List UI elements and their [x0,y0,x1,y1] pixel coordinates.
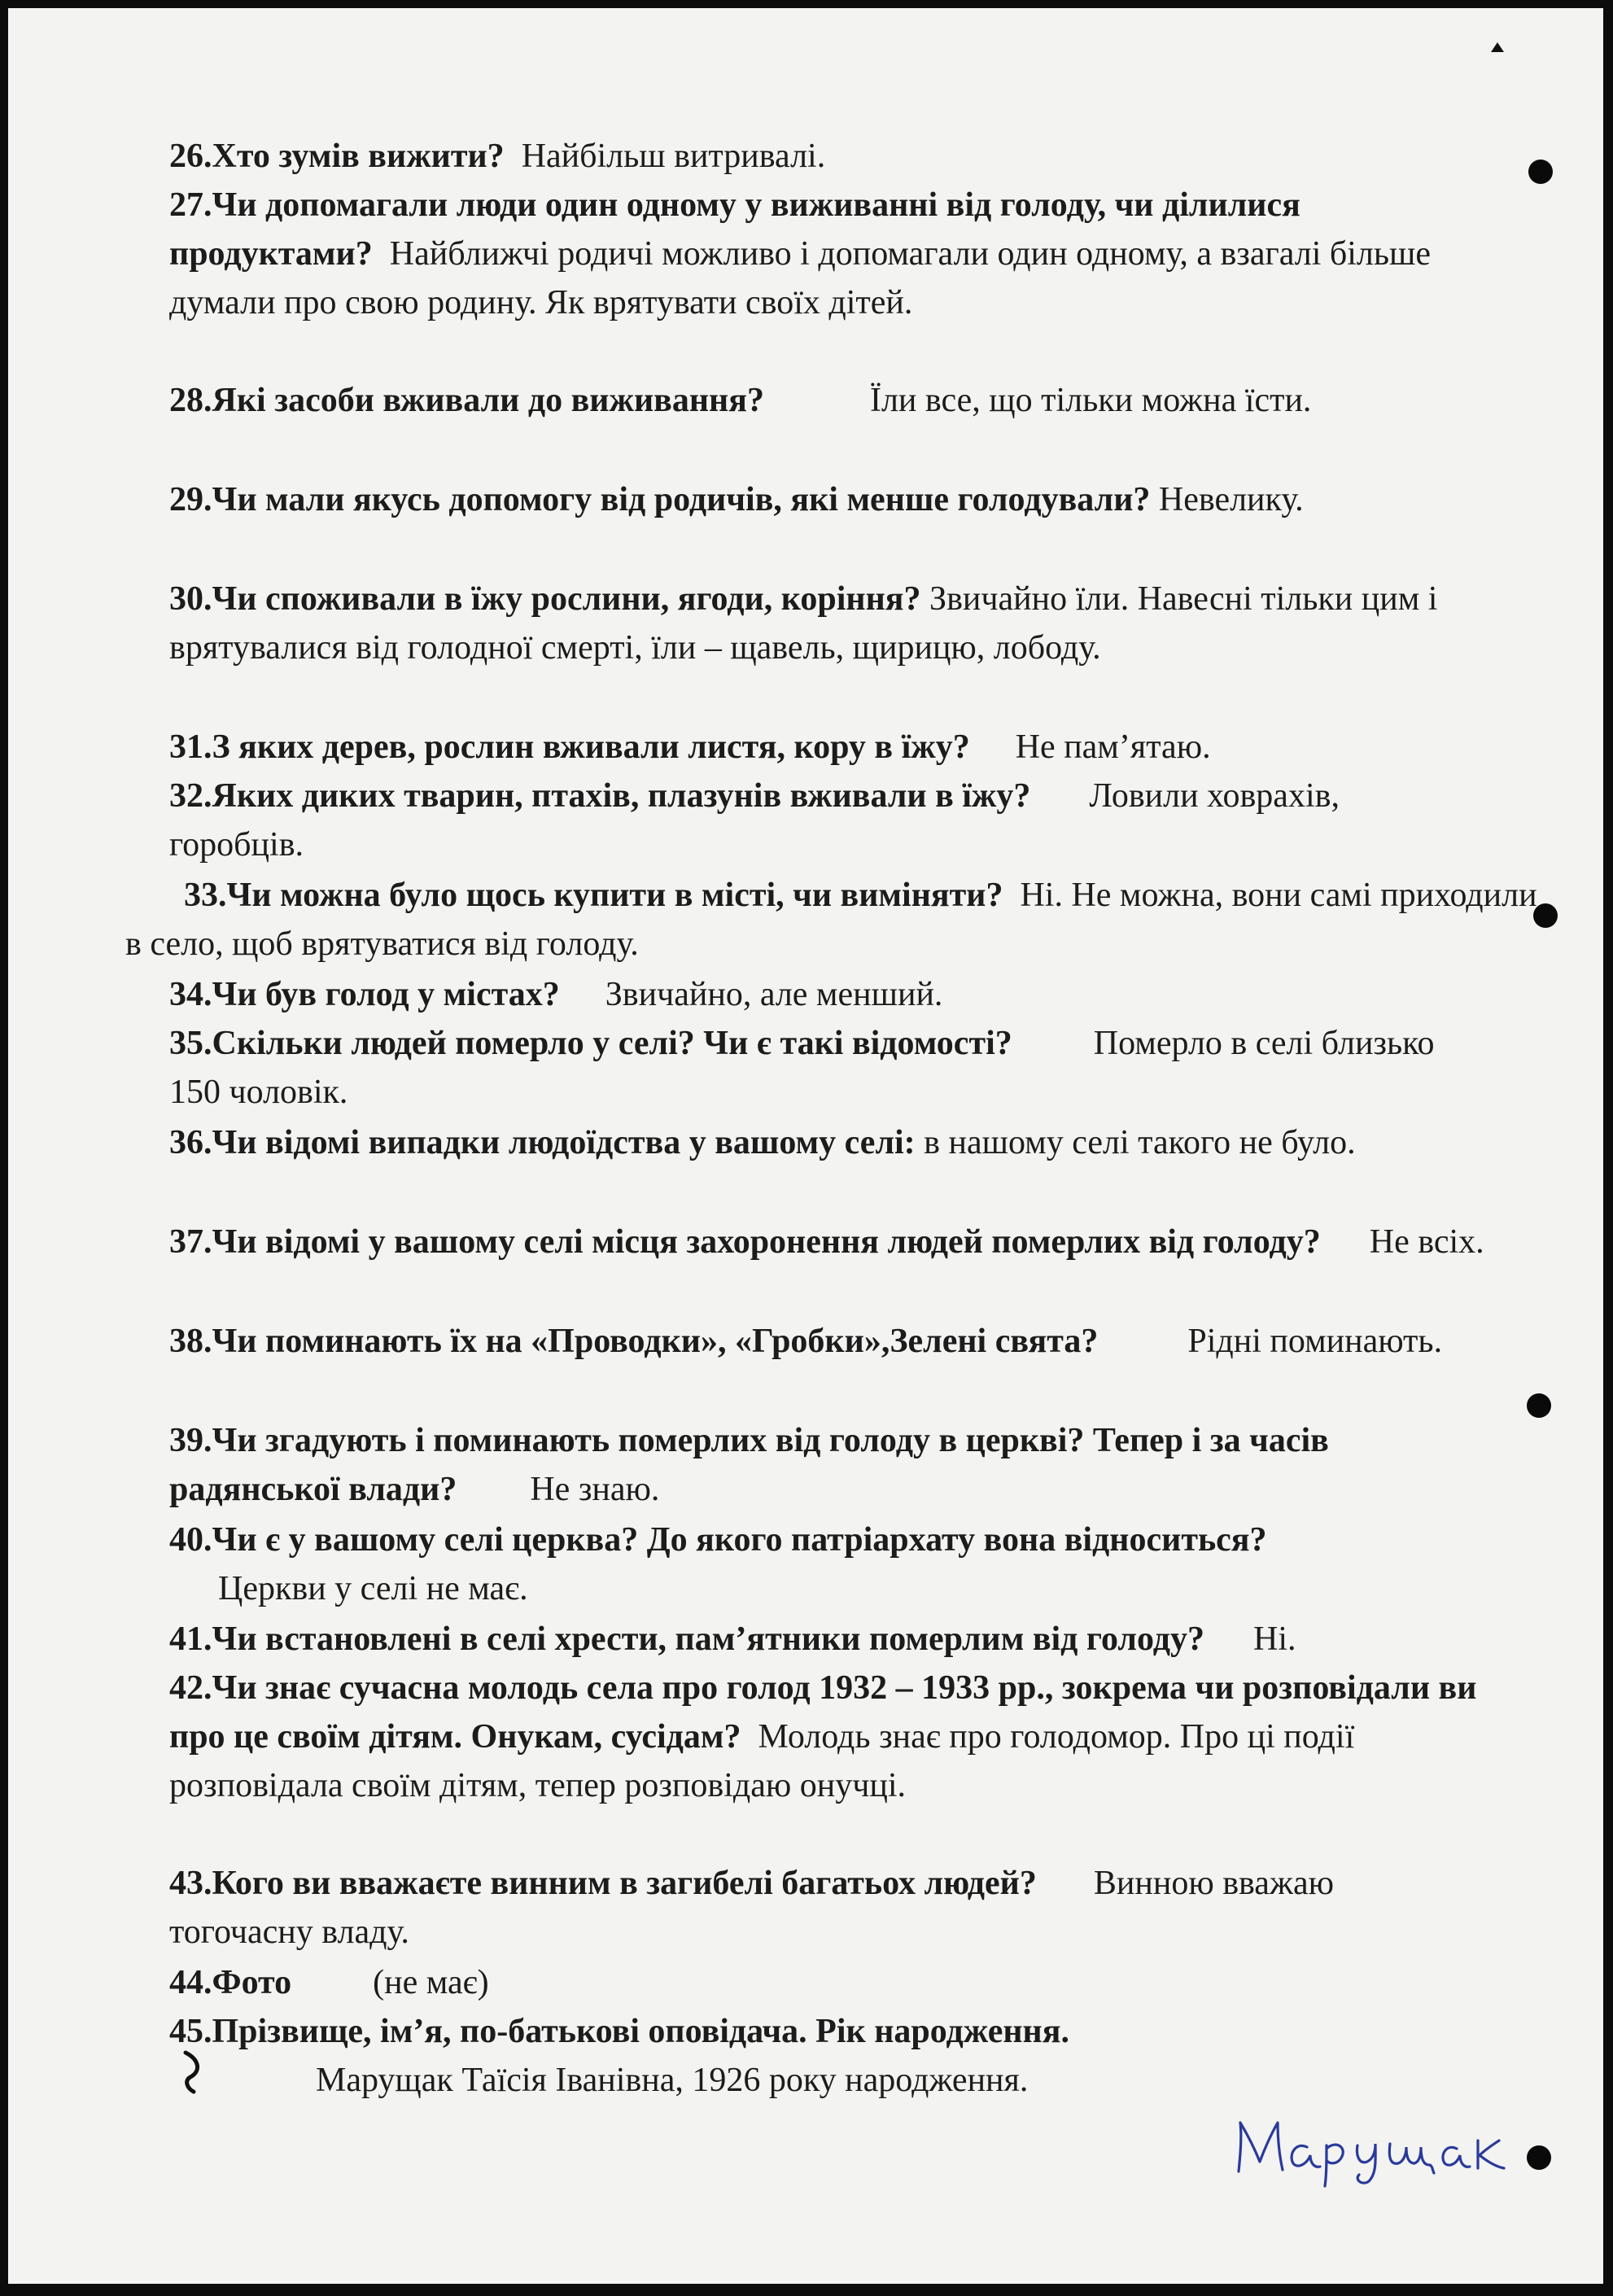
signature [1229,2090,1514,2192]
qa-item [169,1118,1537,1167]
answer: Винною вважаю тогочасну владу. [169,1865,1334,1951]
qa-item [125,871,1541,969]
answer: Рідні поминають. [1187,1323,1443,1360]
answer: Звичайно їли. Навесні тільки цим і врятувалися від голодної смерті, їли – щавель, щирицю, лободу. [169,580,1438,667]
question: 34.Чи був голод у містах? [169,976,560,1013]
answer: Церкви у селі не має. [218,1570,528,1607]
qa-item [169,1615,1553,1664]
answer: Марущак Таїсія Іванівна, 1926 року народження. [316,2062,1029,2099]
qa-item [169,723,1545,772]
question: 38.Чи поминають їх на «Проводки», «Гробки»,Зелені свята? [169,1323,1099,1360]
qa-item [169,1958,1545,2007]
question: 44.Фото [169,1964,292,2001]
qa-item [169,132,1545,181]
qa-item [169,1317,1488,1366]
answer: Ловили ховрахів, горобців. [169,777,1340,864]
answer: Ні. [1253,1620,1296,1658]
qa-item [169,376,1504,425]
answer: Померло в селі близько 150 чоловік. [169,1025,1435,1111]
answer: Невелику. [1158,481,1304,518]
signature-handwriting [1229,2090,1514,2188]
qa-item [169,1218,1488,1266]
answer: (не має) [373,1964,489,2001]
question: 35.Скільки людей померло у селі? Чи є такі відомості? [169,1025,1012,1062]
question: 33.Чи можна було щось купити в місті, чи виміняти? [184,877,1003,914]
qa-item [169,1019,1488,1117]
answer: Найближчі родичі можливо і допомагали один одному, а взагалі більше думали про свою родину. Як врятувати своїх дітей. [169,235,1432,321]
question: 27.Чи допомагали люди один одному у виживанні від голоду, чи ділилися продуктами? [169,186,1300,273]
qa-item [169,1859,1471,1957]
qa-item [169,575,1520,672]
question: 37.Чи відомі у вашому селі місця захоронення людей померлих від голоду? [169,1223,1321,1261]
question: 39.Чи згадують і поминають померлих від голоду в церкві? Тепер і за часів радянської влади? [169,1422,1329,1508]
question: 29.Чи мали якусь допомогу від родичів, які менше голодували? [169,481,1151,518]
question: 41.Чи встановлені в селі хрести, пам’ятники померлим від голоду? [169,1620,1204,1658]
question: 26.Хто зумів вижити? [169,138,505,175]
qa-item [169,1664,1504,1810]
qa-item [169,772,1439,869]
question: 45.Прізвище, ім’я, по-батькові оповідача. Рік народження. [169,2013,1069,2050]
qa-item [169,970,1545,1019]
answer: Молодь знає про голодомор. Про ці події розповідала своїм дітям, тепер розповідаю онучці. [169,1718,1355,1804]
answer: в нашому селі такого не було. [924,1124,1356,1161]
question: 30.Чи споживали в їжу рослини, ягоди, коріння? [169,580,921,618]
question: 31.З яких дерев, рослин вживали листя, кору в їжу? [169,728,970,766]
qa-item [169,1515,1504,1613]
answer: Не всіх. [1369,1223,1484,1261]
question: 43.Кого ви вважаєте винним в загибелі багатьох людей? [169,1865,1037,1902]
answer: Звичайно, але менший. [605,976,943,1013]
document-body [8,8,1603,2284]
question: 42.Чи знає сучасна молодь села про голод 1932 – 1933 рр., зокрема чи розповідали ви про це своїм дітям. Онукам, сусідам? [169,1669,1477,1756]
answer: Не пам’ятаю. [1015,728,1211,766]
answer: Ні. Не можна, вони самі приходили в село, щоб врятуватися від голоду. [125,877,1537,963]
question: 28.Які засоби вживали до виживання? [169,382,764,419]
pen-scribble [174,2049,207,2095]
question: 36.Чи відомі випадки людоїдства у вашому селі: [169,1124,916,1161]
answer: Найбільш витривалі. [521,138,826,175]
answer: Їли все, що тільки можна їсти. [869,382,1312,419]
qa-item [169,475,1447,524]
document-page [8,8,1603,2284]
question: 40.Чи є у вашому селі церква? До якого патріархату вона відноситься? [169,1521,1267,1559]
qa-item [169,1416,1471,1514]
answer: Не знаю. [530,1471,660,1508]
qa-item [169,181,1488,327]
question: 32.Яких диких тварин, птахів, плазунів вживали в їжу? [169,777,1031,815]
